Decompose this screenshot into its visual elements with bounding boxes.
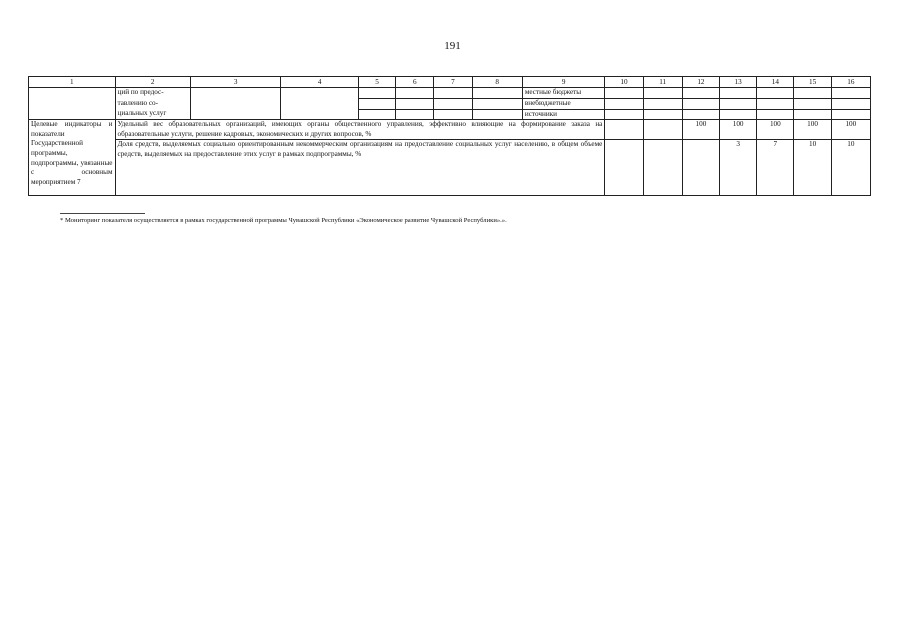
indicator-1-value: 100 xyxy=(720,120,757,140)
header-cell: 16 xyxy=(831,77,870,88)
footnote: * Мониторинг показателя осуществляется в рамках государственной программы Чувашской Республики «Экономическое развитие Чувашской Республики».». xyxy=(60,217,507,224)
cell xyxy=(605,88,643,99)
cell xyxy=(831,109,870,120)
cell xyxy=(472,88,522,99)
cell xyxy=(358,109,395,120)
header-cell: 3 xyxy=(190,77,281,88)
cont-col2-line: циальных услуг xyxy=(115,109,190,120)
indicator-2-value xyxy=(682,140,719,196)
cell xyxy=(720,88,757,99)
table-row xyxy=(29,140,871,196)
header-cell: 9 xyxy=(522,77,604,88)
indicator-2-value: 10 xyxy=(794,140,831,196)
indicator-1-value xyxy=(605,120,643,140)
cell xyxy=(434,109,472,120)
header-cell: 15 xyxy=(794,77,831,88)
cell xyxy=(794,99,831,110)
table-row xyxy=(29,99,871,110)
cell xyxy=(720,109,757,120)
cell xyxy=(396,109,434,120)
header-cell: 2 xyxy=(115,77,190,88)
table-row xyxy=(29,120,871,140)
cell xyxy=(472,99,522,110)
cell xyxy=(794,88,831,99)
header-cell: 12 xyxy=(682,77,719,88)
header-cell: 5 xyxy=(358,77,395,88)
cell xyxy=(643,109,682,120)
page-number: 191 xyxy=(444,40,461,52)
cell xyxy=(682,88,719,99)
footnote-divider xyxy=(60,213,145,214)
header-cell: 14 xyxy=(757,77,794,88)
cont-col3-cell xyxy=(190,88,281,120)
cell xyxy=(682,109,719,120)
table-row xyxy=(29,109,871,120)
header-cell: 8 xyxy=(472,77,522,88)
cell xyxy=(396,99,434,110)
cell xyxy=(358,99,395,110)
indicator-2-value xyxy=(643,140,682,196)
header-cell: 11 xyxy=(643,77,682,88)
header-cell: 7 xyxy=(434,77,472,88)
table-header-row xyxy=(29,77,871,88)
cont-col9-line: местные бюджеты xyxy=(522,88,604,99)
cell xyxy=(434,99,472,110)
cell xyxy=(831,88,870,99)
cell xyxy=(396,88,434,99)
cell xyxy=(643,88,682,99)
indicator-2-value: 3 xyxy=(720,140,757,196)
header-cell: 6 xyxy=(396,77,434,88)
header-cell: 10 xyxy=(605,77,643,88)
program-table xyxy=(28,76,871,196)
indicator-2-value: 7 xyxy=(757,140,794,196)
indicator-1-value: 100 xyxy=(794,120,831,140)
cell xyxy=(643,99,682,110)
indicator-1-text: Удельный вес образовательных организаций, имеющих органы общественного управления, эффективно влияющие на формирование заказа на образовательные услуги, решение кадровых, экономических и других вопросов, % xyxy=(115,120,605,140)
indicator-1-value: 100 xyxy=(757,120,794,140)
cell xyxy=(682,99,719,110)
cell xyxy=(757,88,794,99)
header-cell: 1 xyxy=(29,77,116,88)
cell xyxy=(831,99,870,110)
indicator-1-value: 100 xyxy=(682,120,719,140)
header-cell: 13 xyxy=(720,77,757,88)
header-cell: 4 xyxy=(281,77,358,88)
cont-col4-cell xyxy=(281,88,358,120)
indicator-2-text: Доля средств, выделяемых социально ориентированным некоммерческим организациям на предоставление социальных услуг населению, в общем объеме средств, выделяемых на предоставление этих услуг в рамках подпрограммы, % xyxy=(115,140,605,196)
cont-col1-cell xyxy=(29,88,116,120)
cell xyxy=(605,99,643,110)
cont-col2-line: тавлению со- xyxy=(115,99,190,110)
cell xyxy=(720,99,757,110)
cell xyxy=(434,88,472,99)
cell xyxy=(605,109,643,120)
indicator-1-value: 100 xyxy=(831,120,870,140)
cont-col2-line: ций по предос- xyxy=(115,88,190,99)
cell xyxy=(757,109,794,120)
cell xyxy=(757,99,794,110)
cell xyxy=(358,88,395,99)
indicator-1-value xyxy=(643,120,682,140)
indicators-label: Целевые индикаторы и показатели Государственной программы, подпрограммы, увязанные с основным мероприятием 7 xyxy=(29,120,116,196)
cont-col9-line: внебюджетные xyxy=(522,99,604,110)
indicator-2-value xyxy=(605,140,643,196)
cell xyxy=(472,109,522,120)
cell xyxy=(794,109,831,120)
indicator-2-value: 10 xyxy=(831,140,870,196)
cont-col9-line: источники xyxy=(522,109,604,120)
table-row xyxy=(29,88,871,99)
